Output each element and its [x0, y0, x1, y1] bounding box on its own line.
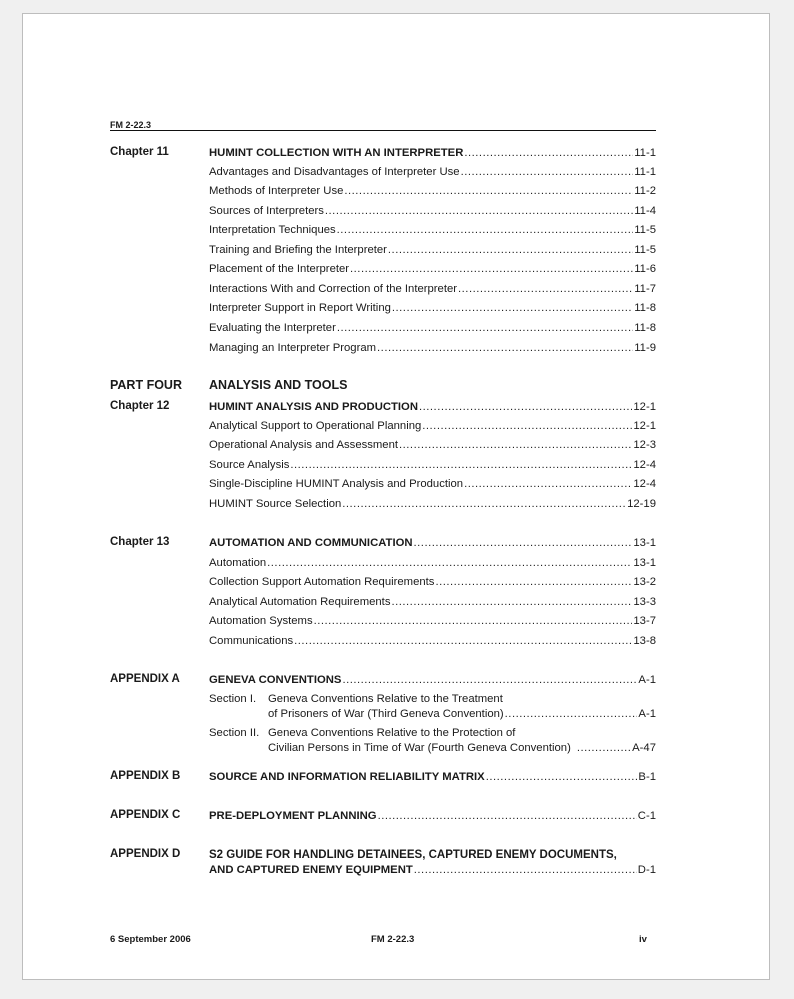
toc-entry[interactable]: [209, 262, 656, 276]
entry-page: 11-4: [634, 205, 656, 217]
entry-page: C-1: [637, 810, 656, 822]
entry-page: 11-8: [634, 302, 656, 314]
entry-page: 11-9: [634, 342, 656, 354]
entry-page: 11-1: [634, 166, 656, 178]
entry-title: of Prisoners of War (Third Geneva Convention): [268, 708, 504, 720]
dot-leader: [344, 184, 633, 198]
entry-page: A-47: [632, 742, 656, 754]
entry-page: 11-6: [634, 263, 656, 275]
entry-title: Automation Systems: [209, 615, 313, 627]
dot-leader: [419, 400, 632, 414]
entry-title: Civilian Persons in Time of War (Fourth Geneva Convention): [268, 742, 571, 754]
dot-leader: [458, 282, 633, 296]
dot-leader: [464, 477, 632, 491]
dot-leader: [325, 204, 633, 218]
dot-leader: [391, 595, 632, 609]
entry-title: Analytical Automation Requirements: [209, 596, 391, 608]
toc-entry[interactable]: [209, 477, 656, 491]
dot-leader: [464, 146, 633, 160]
toc-entry[interactable]: [209, 341, 656, 355]
entry-page: 11-2: [634, 185, 656, 197]
dot-leader: [461, 165, 634, 179]
entry-title: Source Analysis: [209, 459, 290, 471]
entry-page: 11-7: [634, 283, 656, 295]
toc-entry[interactable]: [209, 184, 656, 198]
chapter-13-label: Chapter 13: [110, 536, 170, 548]
dot-leader: [399, 438, 632, 452]
toc-entry[interactable]: [209, 282, 656, 296]
entry-page: 13-1: [633, 557, 656, 569]
entry-title: AUTOMATION AND COMMUNICATION: [209, 537, 413, 549]
entry-page: B-1: [638, 771, 656, 783]
toc-chapter-11-title[interactable]: [209, 146, 656, 160]
footer-date: 6 September 2006: [110, 934, 191, 945]
entry-page: 12-4: [633, 459, 656, 471]
section-2-line1: Geneva Conventions Relative to the Protection of: [268, 727, 516, 739]
entry-page: 11-5: [634, 224, 656, 236]
appendix-d-label: APPENDIX D: [110, 848, 181, 860]
dot-leader: [314, 614, 633, 628]
entry-title: Managing an Interpreter Program: [209, 342, 377, 354]
appendix-d-title-line1: S2 GUIDE FOR HANDLING DETAINEES, CAPTURED ENEMY DOCUMENTS,: [209, 849, 617, 861]
dot-leader: [377, 341, 633, 355]
dot-leader: [350, 262, 633, 276]
section-2-label: Section II.: [209, 727, 260, 739]
dot-leader: [342, 673, 637, 687]
entry-title: GENEVA CONVENTIONS: [209, 674, 342, 686]
toc-entry[interactable]: [209, 419, 656, 433]
toc-entry[interactable]: [209, 595, 656, 609]
part-four-label: PART FOUR: [110, 378, 182, 392]
entry-title: Single-Discipline HUMINT Analysis and Production: [209, 478, 464, 490]
toc-section-2[interactable]: [268, 741, 656, 755]
dot-leader: [486, 770, 638, 784]
footer-page-number: iv: [639, 934, 647, 945]
entry-title: HUMINT COLLECTION WITH AN INTERPRETER: [209, 147, 464, 159]
section-1-label: Section I.: [209, 693, 257, 705]
footer-doc-id: FM 2-22.3: [371, 934, 415, 945]
toc-entry[interactable]: [209, 497, 656, 511]
entry-page: 13-8: [633, 635, 656, 647]
entry-title: Sources of Interpreters: [209, 205, 324, 217]
toc-appendix-c-title[interactable]: [209, 809, 656, 823]
entry-title: Evaluating the Interpreter: [209, 322, 336, 334]
toc-entry[interactable]: [209, 165, 656, 179]
toc-appendix-a-title[interactable]: [209, 673, 656, 687]
entry-page: 12-1: [633, 401, 656, 413]
chapter-12-label: Chapter 12: [110, 400, 170, 412]
dot-leader: [267, 556, 632, 570]
dot-leader: [342, 497, 626, 511]
entry-page: A-1: [638, 708, 656, 720]
dot-leader: [505, 707, 638, 721]
entry-page: 13-2: [633, 576, 656, 588]
entry-page: 11-1: [634, 147, 656, 159]
entry-page: A-1: [638, 674, 656, 686]
toc-entry[interactable]: [209, 634, 656, 648]
entry-title: Automation: [209, 557, 267, 569]
entry-title: SOURCE AND INFORMATION RELIABILITY MATRIX: [209, 771, 485, 783]
toc-entry[interactable]: [209, 204, 656, 218]
entry-page: 12-4: [633, 478, 656, 490]
toc-appendix-d-title[interactable]: [209, 863, 656, 877]
toc-entry[interactable]: [209, 575, 656, 589]
entry-page: 13-1: [633, 537, 656, 549]
dot-leader: [414, 863, 637, 877]
entry-title: Advantages and Disadvantages of Interpreter Use: [209, 166, 460, 178]
dot-leader: [337, 321, 633, 335]
dot-leader: [294, 634, 632, 648]
toc-chapter-12-title[interactable]: [209, 400, 656, 414]
entry-page: 13-7: [633, 615, 656, 627]
dot-leader: [337, 223, 634, 237]
appendix-a-label: APPENDIX A: [110, 673, 180, 685]
dot-leader: [435, 575, 632, 589]
entry-page: D-1: [637, 864, 656, 876]
appendix-c-label: APPENDIX C: [110, 809, 181, 821]
dot-leader: [392, 301, 633, 315]
toc-entry[interactable]: [209, 556, 656, 570]
entry-title: Interpretation Techniques: [209, 224, 336, 236]
dot-leader: [378, 809, 637, 823]
toc-entry[interactable]: [209, 321, 656, 335]
toc-entry[interactable]: [209, 614, 656, 628]
entry-title: Collection Support Automation Requirements: [209, 576, 435, 588]
entry-page: 12-3: [633, 439, 656, 451]
chapter-11-label: Chapter 11: [110, 146, 169, 158]
appendix-b-label: APPENDIX B: [110, 770, 181, 782]
toc-entry[interactable]: [209, 301, 656, 315]
section-1-line1: Geneva Conventions Relative to the Treatment: [268, 693, 503, 705]
toc-entry[interactable]: [209, 243, 656, 257]
toc-entry[interactable]: [209, 438, 656, 452]
toc-entry[interactable]: [209, 458, 656, 472]
entry-title: Analytical Support to Operational Planning: [209, 420, 422, 432]
dot-leader: [422, 419, 632, 433]
dot-leader: [414, 536, 633, 550]
toc-section-1[interactable]: [268, 707, 656, 721]
entry-title: Operational Analysis and Assessment: [209, 439, 399, 451]
entry-title: Methods of Interpreter Use: [209, 185, 344, 197]
toc-chapter-13-title[interactable]: [209, 536, 656, 550]
entry-title: HUMINT Source Selection: [209, 498, 342, 510]
dot-leader: [577, 741, 631, 755]
dot-leader: [290, 458, 632, 472]
entry-page: 12-19: [627, 498, 656, 510]
entry-title: PRE-DEPLOYMENT PLANNING: [209, 810, 377, 822]
entry-title: AND CAPTURED ENEMY EQUIPMENT: [209, 864, 413, 876]
entry-title: Interpreter Support in Report Writing: [209, 302, 391, 314]
entry-title: Interactions With and Correction of the Interpreter: [209, 283, 458, 295]
toc-appendix-b-title[interactable]: [209, 770, 656, 784]
entry-page: 12-1: [633, 420, 656, 432]
part-four-title: ANALYSIS AND TOOLS: [209, 378, 348, 392]
toc-entry[interactable]: [209, 223, 656, 237]
entry-page: 11-8: [634, 322, 656, 334]
entry-title: Communications: [209, 635, 294, 647]
entry-title: Placement of the Interpreter: [209, 263, 350, 275]
entry-title: HUMINT ANALYSIS AND PRODUCTION: [209, 401, 418, 413]
entry-page: 11-5: [634, 244, 656, 256]
page-header: FM 2-22.3: [110, 120, 656, 131]
dot-leader: [388, 243, 633, 257]
entry-page: 13-3: [633, 596, 656, 608]
entry-title: Training and Briefing the Interpreter: [209, 244, 387, 256]
